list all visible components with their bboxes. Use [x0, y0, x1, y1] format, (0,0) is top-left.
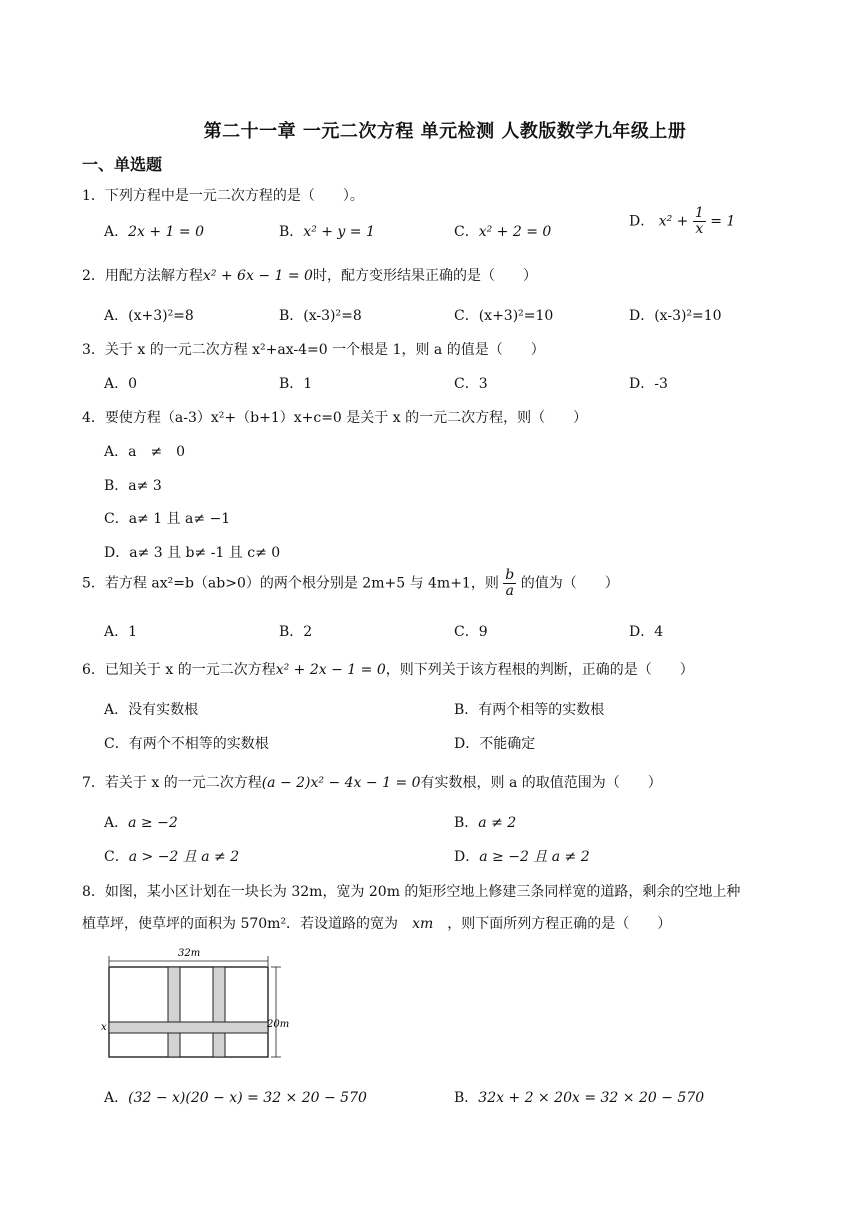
fraction-numerator: 1 [694, 205, 704, 221]
option-label: B． [454, 815, 479, 831]
fraction-denominator: x [695, 221, 704, 237]
q8-option-a [104, 1087, 367, 1107]
option-label: A． [104, 224, 129, 240]
stem-text: 5．若方程 ax²=b（ab>0）的两个根分别是 2m+5 与 4m+1，则 [82, 575, 499, 592]
option-label: D． [629, 213, 655, 230]
question-2-stem [82, 265, 537, 285]
math-expr: a ≠ 2 [478, 815, 517, 831]
stem-text: 6．已知关于 x 的一元二次方程 [82, 662, 276, 678]
q3-option-d: D．-3 [629, 376, 668, 392]
math-expr: (32 − x)(20 − x) = 32 × 20 − 570 [128, 1090, 367, 1106]
option-label: C． [104, 849, 129, 865]
figure-height-label: 20m [267, 1019, 290, 1030]
question-6-stem [82, 659, 694, 679]
q7-option-b [454, 812, 516, 832]
math-expr: x² + 2x − 1 = 0 [275, 662, 386, 678]
q1-option-a [104, 221, 204, 241]
q5-option-c: C．9 [454, 624, 488, 640]
q3-option-c: C．3 [454, 376, 488, 392]
math-expr: 32x + 2 × 20x = 32 × 20 − 570 [478, 1090, 705, 1106]
q3-option-a: A．0 [104, 376, 138, 392]
q3-option-b: B．1 [279, 376, 313, 392]
math-expr: a > −2 且 a ≠ 2 [128, 849, 240, 865]
stem-text: ，则下面所列方程正确的是（ ） [447, 916, 672, 932]
math-expr: = 1 [710, 213, 736, 230]
question-5-stem [82, 568, 619, 599]
question-8-stem-line2 [82, 913, 671, 933]
road-lawn-figure [101, 945, 304, 1065]
q5-option-a: A．1 [104, 624, 138, 640]
fraction-denominator: a [505, 583, 514, 599]
q6-option-b: B．有两个相等的实数根 [454, 702, 605, 718]
question-7-stem [82, 772, 662, 792]
q4-option-b: B．a≠ 3 [104, 478, 162, 494]
q7-option-a [104, 812, 178, 832]
stem-text: 2．用配方法解方程 [82, 268, 203, 284]
q5-option-b: B．2 [279, 624, 313, 640]
fraction [503, 568, 516, 599]
q1-option-c [454, 221, 551, 241]
q6-option-a: A．没有实数根 [104, 702, 199, 718]
option-label: B． [279, 224, 304, 240]
question-3-stem: 3．关于 x 的一元二次方程 x²+ax-4=0 一个根是 1，则 a 的值是（ ） [82, 342, 545, 358]
page-title: 第二十一章 一元二次方程 单元检测 人教版数学九年级上册 [203, 121, 687, 142]
math-expr: x² + [658, 213, 689, 230]
stem-text: ，则下列关于该方程根的判断，正确的是（ ） [385, 662, 694, 678]
math-expr: a ≥ −2 且 a ≠ 2 [479, 849, 590, 865]
math-expr: a ≥ −2 [128, 815, 178, 831]
math-expr: x² + 6x − 1 = 0 [202, 268, 313, 284]
stem-text: 植草坪，使草坪的面积为 570m²．若设道路的宽为 [82, 916, 399, 932]
question-4-stem: 4．要使方程（a-3）x²+（b+1）x+c=0 是关于 x 的一元二次方程，则（ ） [82, 410, 588, 426]
q1-option-d [629, 206, 735, 237]
q4-option-d: D．a≠ 3 且 b≠ -1 且 c≠ 0 [104, 545, 281, 561]
stem-text: 时，配方变形结果正确的是（ ） [312, 268, 537, 284]
math-expr: x² + y = 1 [303, 224, 375, 240]
section-heading: 一、单选题 [82, 155, 163, 174]
q8-option-b [454, 1087, 704, 1107]
q6-option-c: C．有两个不相等的实数根 [104, 736, 269, 752]
option-label: B． [454, 1090, 479, 1106]
stem-text: 的值为（ ） [520, 575, 619, 592]
q4-option-c: C．a≠ 1 且 a≠ −1 [104, 511, 231, 527]
option-label: D． [454, 849, 480, 865]
stem-text: 有实数根，则 a 的取值范围为（ ） [420, 775, 662, 791]
q7-option-c [104, 846, 239, 866]
figure-road-width-label: x [101, 1022, 107, 1033]
option-label: A． [104, 1090, 129, 1106]
question-1-stem: 1．下列方程中是一元二次方程的是（ ）。 [82, 188, 364, 204]
figure-width-label: 32m [178, 948, 201, 959]
q2-option-c: C．(x+3)²=10 [454, 308, 554, 324]
q5-option-d: D．4 [629, 624, 664, 640]
q2-option-d: D．(x-3)²=10 [629, 308, 722, 324]
q2-option-a: A．(x+3)²=8 [104, 308, 194, 324]
math-expr: xm [412, 916, 434, 932]
q6-option-d: D．不能确定 [454, 736, 536, 752]
q1-option-b [279, 221, 375, 241]
option-label: C． [454, 224, 479, 240]
stem-text: 7．若关于 x 的一元二次方程 [82, 775, 262, 791]
q4-option-a: A．a ≠ 0 [104, 444, 186, 460]
fraction-numerator: b [505, 567, 515, 583]
fraction [693, 206, 706, 237]
math-expr: x² + 2 = 0 [478, 224, 552, 240]
math-expr: 2x + 1 = 0 [128, 224, 205, 240]
q7-option-d [454, 846, 590, 866]
option-label: A． [104, 815, 129, 831]
question-8-stem-line1: 8．如图，某小区计划在一块长为 32m，宽为 20m 的矩形空地上修建三条同样宽的道路，剩余的空地上种 [82, 884, 741, 900]
math-expr: (a − 2)x² − 4x − 1 = 0 [261, 775, 421, 791]
q2-option-b: B．(x-3)²=8 [279, 308, 362, 324]
